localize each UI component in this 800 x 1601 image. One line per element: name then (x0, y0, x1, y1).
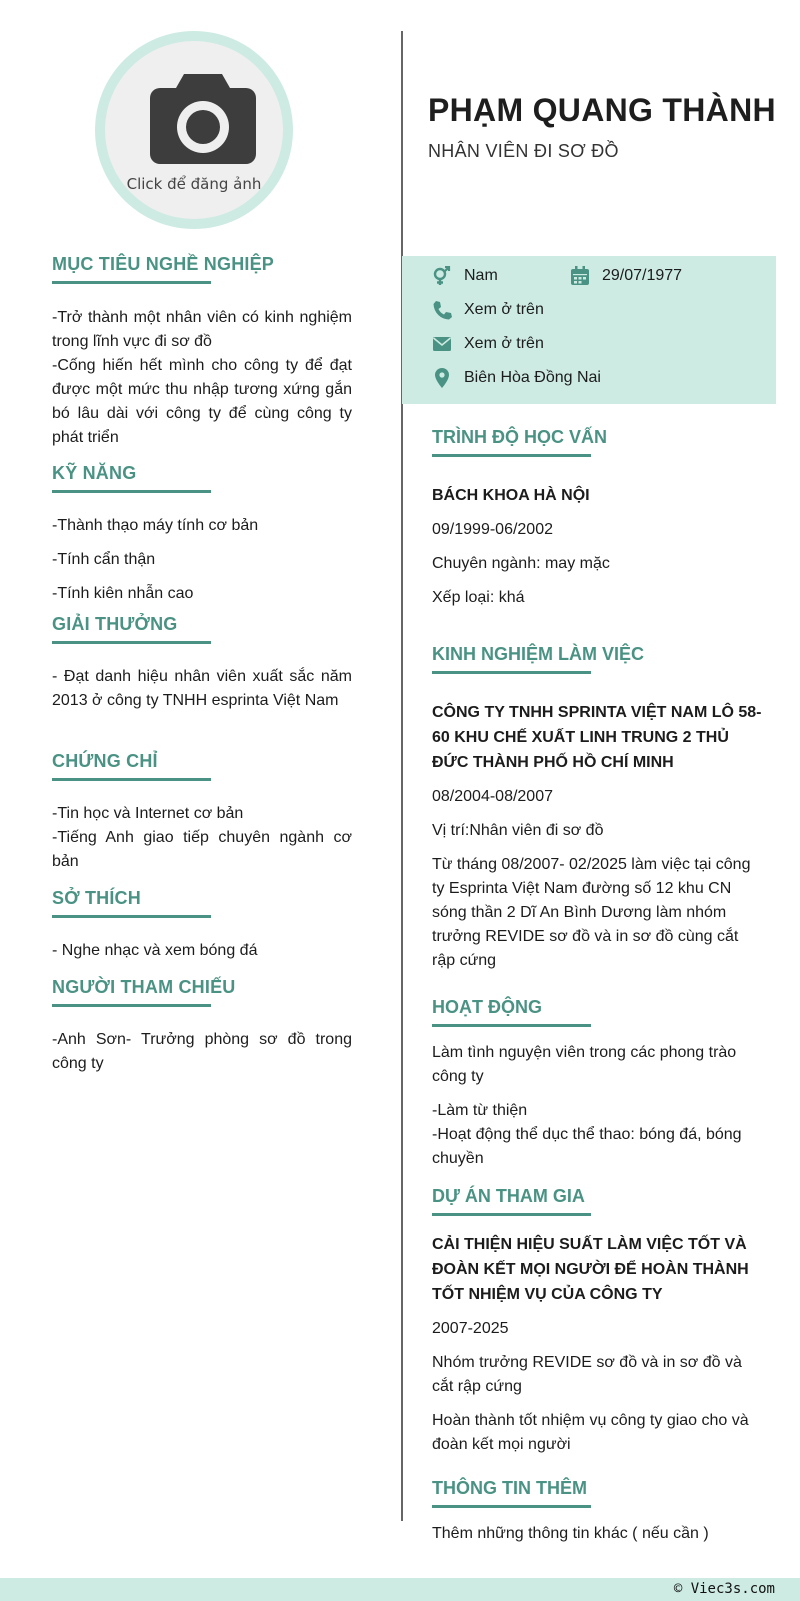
section-title: NGƯỜI THAM CHIẾU (52, 977, 211, 1007)
photo-placeholder[interactable] (105, 41, 283, 219)
camera-icon (150, 74, 256, 164)
watermark: © Viec3s.com (673, 1581, 775, 1597)
phone-value: Xem ở trên (464, 301, 544, 318)
certificate-line: -Tiếng Anh giao tiếp chuyên ngành cơ bản (52, 829, 352, 870)
section-projects (432, 1186, 762, 1457)
section-title: SỞ THÍCH (52, 888, 211, 918)
hobby-text: - Nghe nhạc và xem bóng đá (52, 942, 258, 959)
contact-email (432, 334, 544, 354)
project-result: Hoàn thành tốt nhiệm vụ công ty giao cho và đoàn kết mọi người (432, 1412, 749, 1453)
birthday-value: 29/07/1977 (602, 267, 683, 284)
objective-line: -Trở thành một nhân viên có kinh nghiệm trong lĩnh vực đi sơ đồ (52, 309, 352, 350)
full-name: PHẠM QUANG THÀNH (428, 92, 776, 128)
experience-description: Từ tháng 08/2007- 02/2025 làm việc tại công ty Esprinta Việt Nam đường số 12 khu CN sóng thần 2 Dĩ An Bình Dương làm nhóm trưởng REVIDE sơ đồ và in sơ đồ cùng cắt rập cứng (432, 856, 751, 969)
contact-gender (432, 266, 498, 286)
location-pin-icon (432, 368, 452, 388)
contact-phone (432, 300, 544, 320)
photo-caption: Click để đăng ảnh (126, 175, 262, 193)
skill-item: -Thành thạo máy tính cơ bản (52, 517, 259, 534)
gender-value: Nam (464, 267, 498, 284)
email-icon (432, 334, 452, 354)
education-period: 09/1999-06/2002 (432, 521, 553, 538)
project-period: 2007-2025 (432, 1320, 509, 1337)
footer-bar (0, 1578, 800, 1601)
column-divider (401, 31, 403, 1521)
section-certificates (52, 751, 352, 874)
section-additional (432, 1478, 762, 1546)
section-objective (52, 254, 352, 450)
activity-intro: Làm tình nguyện viên trong các phong trào công ty (432, 1044, 737, 1085)
company-name: CÔNG TY TNHH SPRINTA VIỆT NAM LÔ 58-60 KHU CHẾ XUẤT LINH TRUNG 2 THỦ ĐỨC THÀNH PHỐ HỒ CHÍ MINH (432, 704, 762, 771)
activity-line: -Làm từ thiện (432, 1102, 528, 1119)
section-hobbies (52, 888, 352, 963)
calendar-icon (570, 266, 590, 286)
phone-icon (432, 300, 452, 320)
section-title: DỰ ÁN THAM GIA (432, 1186, 591, 1216)
section-references (52, 977, 352, 1076)
reference-text: -Anh Sơn- Trưởng phòng sơ đồ trong công ty (52, 1031, 352, 1072)
section-title: TRÌNH ĐỘ HỌC VẤN (432, 427, 591, 457)
section-title: HOẠT ĐỘNG (432, 997, 591, 1027)
certificate-line: -Tin học và Internet cơ bản (52, 805, 244, 822)
objective-line: -Cống hiến hết mình cho công ty để đạt được một mức thu nhập tương xứng gắn bó lâu dài với công ty để cùng công ty phát triển (52, 357, 352, 446)
section-title: CHỨNG CHỈ (52, 751, 211, 781)
section-activities (432, 997, 762, 1171)
section-awards (52, 614, 352, 713)
experience-position: Vị trí:Nhân viên đi sơ đồ (432, 822, 604, 839)
award-text: - Đạt danh hiệu nhân viên xuất sắc năm 2013 ở công ty TNHH esprinta Việt Nam (52, 668, 352, 709)
project-role: Nhóm trưởng REVIDE sơ đồ và in sơ đồ và cắt rập cứng (432, 1354, 742, 1395)
section-experience (432, 644, 762, 973)
contact-panel (402, 256, 776, 404)
section-title: KINH NGHIỆM LÀM VIỆC (432, 644, 591, 674)
section-title: GIẢI THƯỞNG (52, 614, 211, 644)
section-title: MỤC TIÊU NGHỀ NGHIỆP (52, 254, 211, 284)
gender-icon (432, 266, 452, 286)
email-value: Xem ở trên (464, 335, 544, 352)
school-name: BÁCH KHOA HÀ NỘI (432, 487, 590, 504)
profile-photo-upload[interactable] (95, 31, 293, 229)
education-major: Chuyên ngành: may mặc (432, 555, 610, 572)
job-title: NHÂN VIÊN ĐI SƠ ĐỒ (428, 141, 619, 161)
activity-line: -Hoạt động thể dục thể thao: bóng đá, bóng chuyền (432, 1126, 742, 1167)
section-skills (52, 463, 352, 606)
skill-item: -Tính cẩn thận (52, 551, 156, 568)
section-title: KỸ NĂNG (52, 463, 211, 493)
contact-birthday (570, 266, 682, 286)
skill-item: -Tính kiên nhẫn cao (52, 585, 194, 602)
education-grade: Xếp loại: khá (432, 589, 525, 606)
additional-text: Thêm những thông tin khác ( nếu cần ) (432, 1525, 709, 1542)
section-education (432, 427, 762, 610)
experience-period: 08/2004-08/2007 (432, 788, 553, 805)
project-name: CẢI THIỆN HIỆU SUẤT LÀM VIỆC TỐT VÀ ĐOÀN KẾT MỌI NGƯỜI ĐỂ HOÀN THÀNH TỐT NHIỆM VỤ CỦA CÔNG TY (432, 1236, 749, 1303)
section-title: THÔNG TIN THÊM (432, 1478, 591, 1508)
contact-address (432, 368, 601, 388)
address-value: Biên Hòa Đồng Nai (464, 369, 601, 386)
